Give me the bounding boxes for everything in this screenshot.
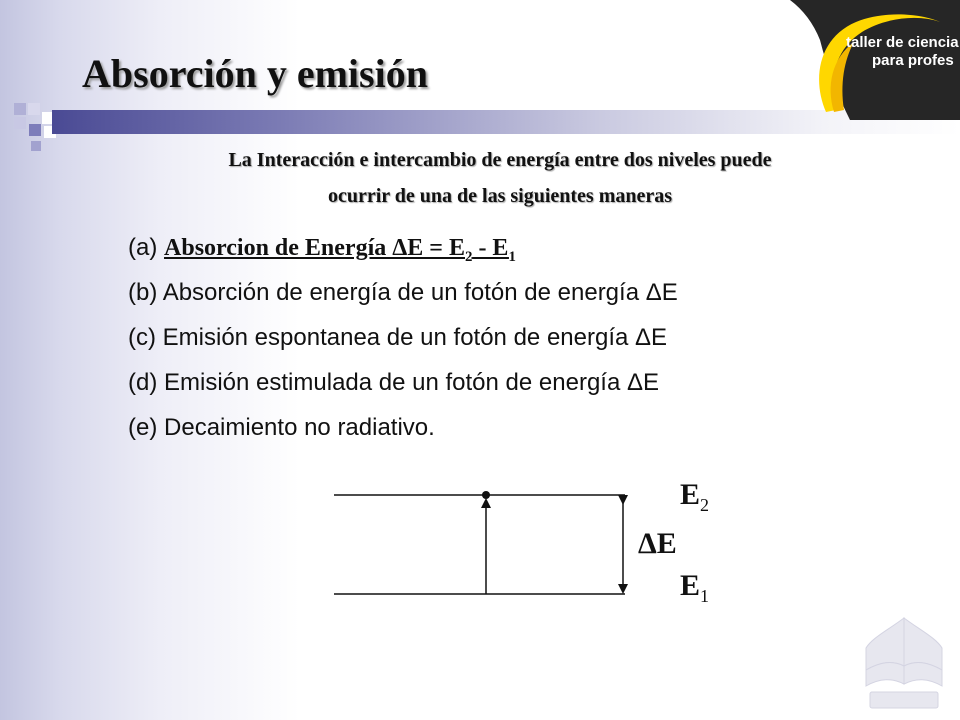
upper-level-label [680, 478, 709, 516]
item-text: Absorción de energía de un fotón de energía ΔE [162, 279, 678, 306]
delta-e-label [638, 527, 677, 561]
intro-line-1: La Interacción e intercambio de energía entre dos niveles puede [228, 149, 772, 171]
item-marker: (d) [128, 369, 158, 396]
logo-text-line-1: taller de ciencia [846, 34, 959, 51]
item-marker: (a) [128, 234, 158, 261]
upper-level-symbol: E [680, 478, 701, 511]
inaoe-emblem-icon [862, 612, 946, 712]
item-marker: (c) [128, 324, 156, 351]
item-text: Emisión estimulada de un fotón de energía ΔE [164, 369, 660, 396]
item-marker: (e) [128, 414, 158, 441]
formula-sub-2: 2 [465, 248, 473, 265]
lower-level-label [680, 569, 709, 607]
lower-level-sub: 1 [700, 586, 710, 606]
formula-text: Absorcion de Energía ΔE = E [164, 235, 465, 261]
delta-e-text: ΔE [638, 527, 677, 560]
electron-dot [482, 491, 490, 499]
item-text: Decaimiento no radiativo. [164, 414, 435, 441]
slide-title: Absorción y emisión [82, 51, 428, 96]
item-marker: (b) [128, 279, 158, 306]
taller-de-ciencia-logo [790, 0, 960, 120]
upper-level-sub: 2 [700, 495, 710, 515]
logo-text-line-2: para profes [872, 52, 954, 69]
lower-level-symbol: E [680, 569, 701, 602]
intro-line-2: ocurrir de una de las siguientes maneras [327, 185, 673, 207]
formula-minus: - E [472, 235, 509, 261]
item-text: Emisión espontanea de un fotón de energía ΔE [162, 324, 668, 351]
formula-sub-1: 1 [508, 248, 516, 265]
